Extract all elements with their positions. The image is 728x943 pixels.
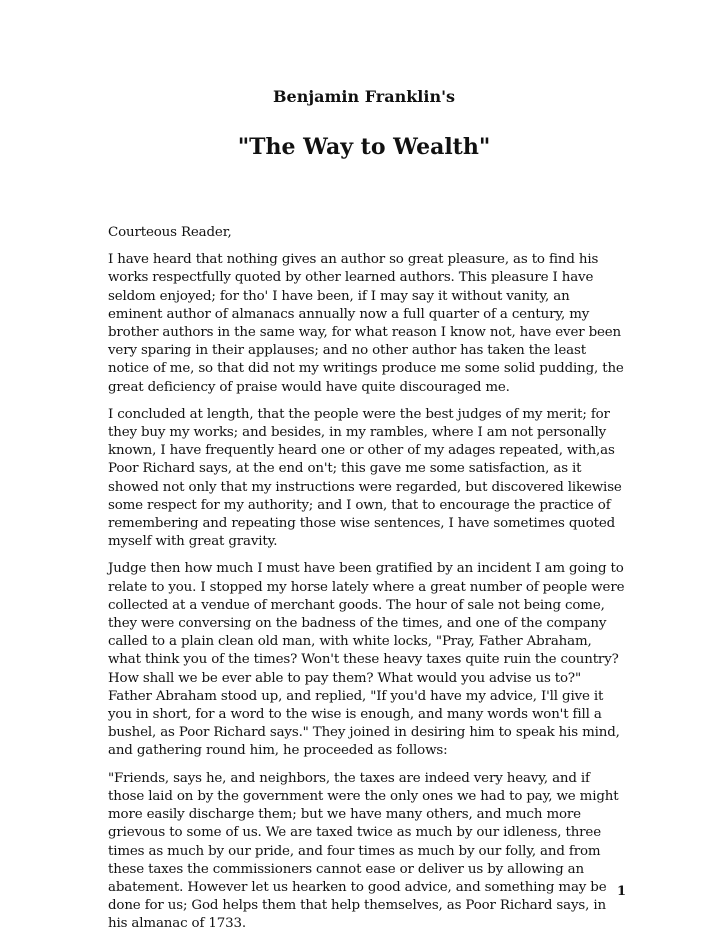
paragraph-4: "Friends, says he, and neighbors, the taxes are indeed very heavy, and if those laid on by the government were the only ones we had to pay, we might more easily discharge them; but we have many others, and much more grievous to some of us. We are taxed twice as much by our idleness, three times as much by our pride, and four times as much by our folly, and from these taxes the commissioners cannot ease or deliver us by allowing an abatement. However let us hearken to good advice, and something may be done for us; God helps them that help themselves, as Poor Richard says, in his almanac of 1733. — [108, 770, 619, 932]
document-body — [108, 224, 626, 943]
salutation: Courteous Reader, — [108, 225, 232, 240]
document-title: "The Way to Wealth" — [237, 134, 491, 160]
author-heading: Benjamin Franklin's — [273, 87, 455, 106]
paragraph-3: Judge then how much I must have been gratified by an incident I am going to relate to you. I stopped my horse lately where a great number of people were collected at a vendue of merchant goods. The hour of sale not being come, they were conversing on the badness of the times, and one of the company called to a plain clean old man, with white locks, "Pray, Father Abraham, what think you of the times? Won't these heavy taxes quite ruin the country? How shall we be ever able to pay them? What would you advise us to?" Father Abraham stood up, and replied, "If you'd have my advice, I'll give it you in short, for a word to the wise is enough, and many words won't fill a bushel, as Poor Richard says." They joined in desiring him to speak his mind, and gathering round him, he proceeded as follows: — [108, 561, 625, 759]
paragraph-2: I concluded at length, that the people were the best judges of my merit; for they buy my works; and besides, in my rambles, where I am not personally known, I have frequently heard one or other of my adages repeated, with,as Poor Richard says, at the end on't; this gave me some satisfaction, as it showed not only that my instructions were regarded, but discovered likewise some respect for my authority; and I own, that to encourage the practice of remembering and repeating those wise sentences, I have sometimes quoted myself with great gravity. — [108, 406, 622, 550]
page-number: 1 — [616, 884, 626, 899]
paragraph-1: I have heard that nothing gives an author so great pleasure, as to find his works respectfully quoted by other learned authors. This pleasure I have seldom enjoyed; for tho' I have been, if I may say it without vanity, an eminent author of almanacs annually now a full quarter of a century, my brother authors in the same way, for what reason I know not, have ever been very sparing in their applauses; and no other author has taken the least notice of me, so that did not my writings produce me some solid pudding, the great deficiency of praise would have quite discouraged me. — [108, 252, 624, 395]
